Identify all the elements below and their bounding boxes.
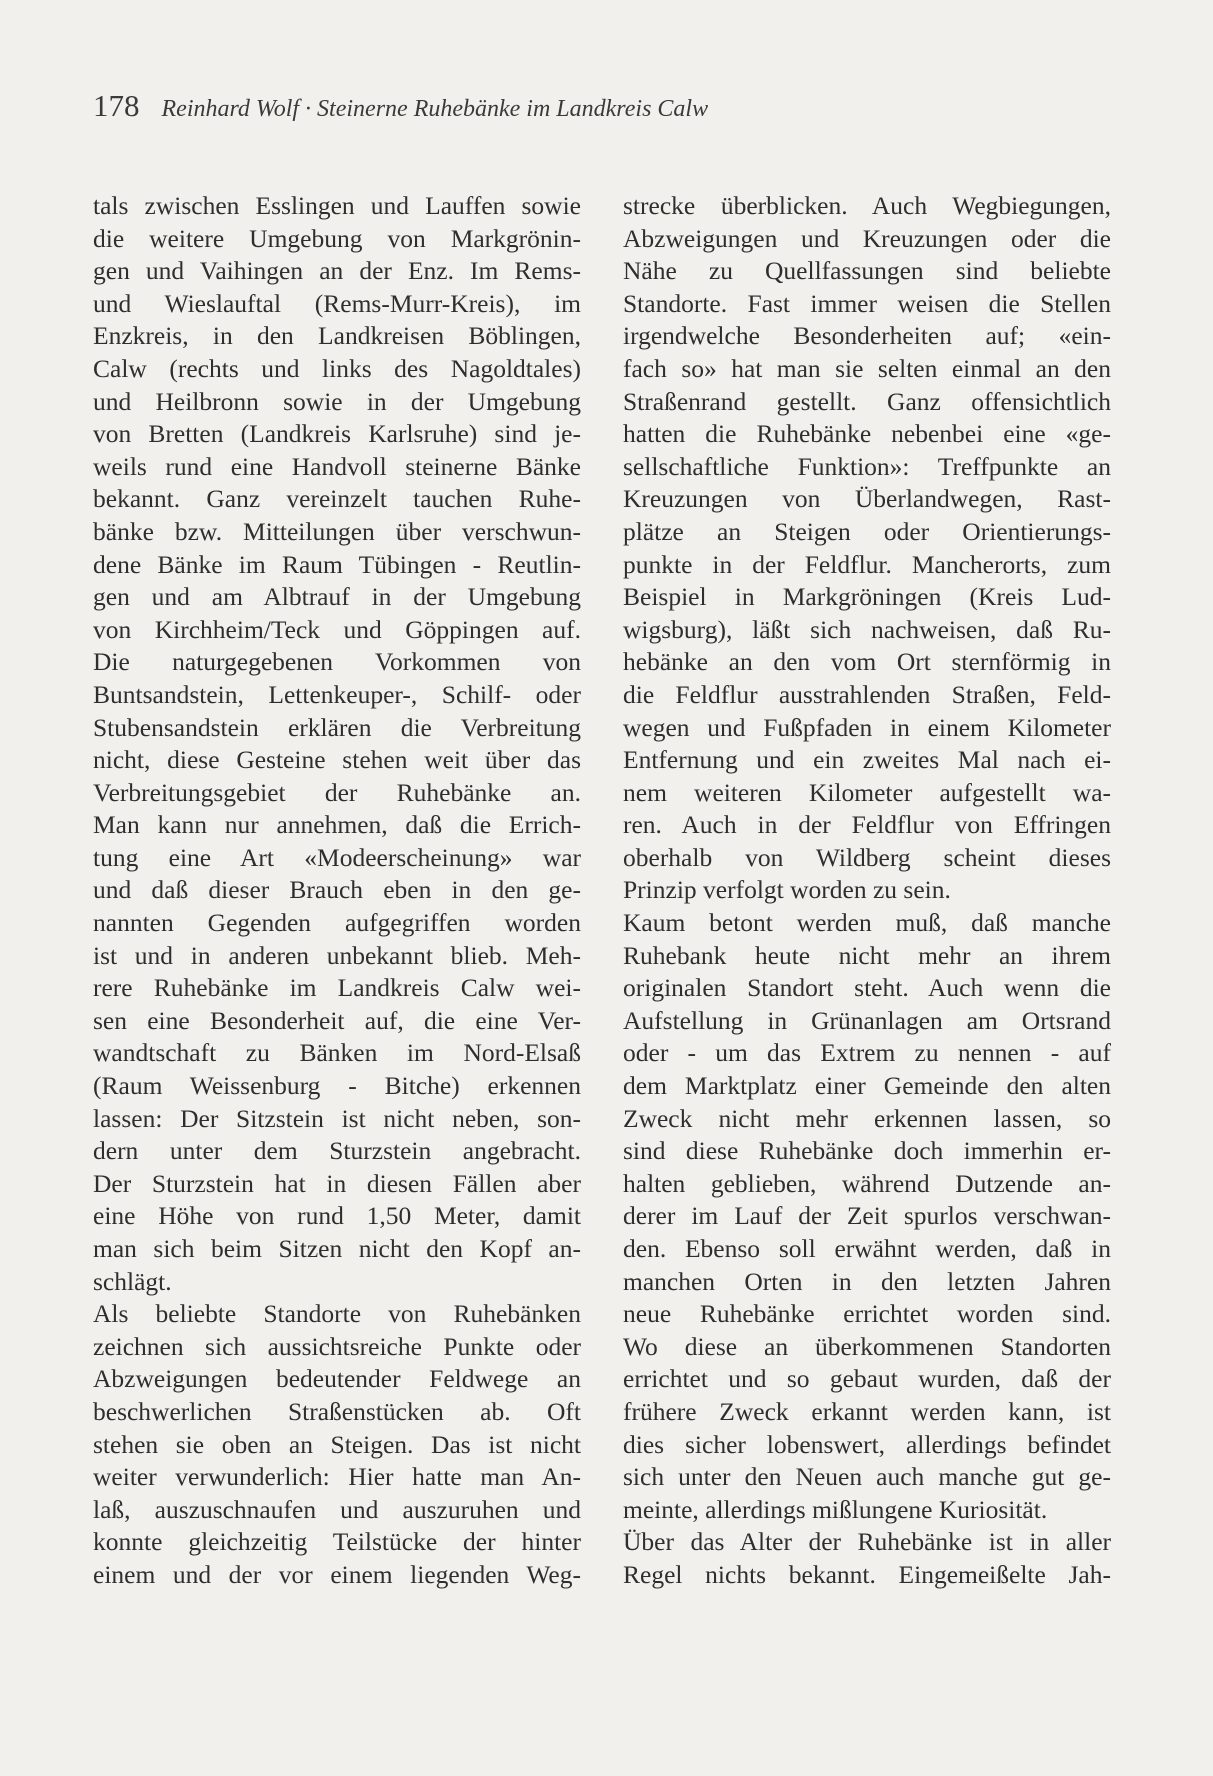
text-line: dem Marktplatz einer Gemeinde den alten — [623, 1071, 1111, 1101]
text-line: ren. Auch in der Feldflur von Effringen — [623, 810, 1111, 840]
text-line: frühere Zweck erkannt werden kann, ist — [623, 1396, 1111, 1426]
text-line: plätze an Steigen oder Orientierungs- — [623, 516, 1111, 546]
text-line: Abzweigungen und Kreuzungen oder die — [623, 223, 1111, 253]
text-line: sind diese Ruhebänke doch immerhin er- — [623, 1136, 1111, 1166]
text-line: man sich beim Sitzen nicht den Kopf an- — [93, 1234, 581, 1263]
text-line: die weitere Umgebung von Markgrönin- — [93, 223, 581, 253]
text-line: rere Ruhebänke im Landkreis Calw wei- — [93, 973, 581, 1003]
text-column-left — [93, 190, 581, 1592]
text-line: Über das Alter der Ruhebänke ist in aller — [623, 1527, 1111, 1557]
text-line: bekannt. Ganz vereinzelt tauchen Ruhe- — [93, 484, 581, 514]
text-line: beschwerlichen Straßenstücken ab. Oft — [93, 1396, 581, 1426]
text-line: schlägt. — [93, 1266, 172, 1296]
text-line: (Raum Weissenburg - Bitche) erkennen — [93, 1071, 581, 1101]
text-line: Straßenrand gestellt. Ganz offensichtlich — [623, 386, 1111, 416]
text-line: tung eine Art «Modeerscheinung» war — [93, 842, 581, 872]
text-line: laß, auszuschnaufen und auszuruhen und — [93, 1494, 581, 1524]
text-line: strecke überblicken. Auch Wegbiegungen, — [623, 191, 1111, 220]
text-line: sich unter den Neuen auch manche gut ge- — [623, 1462, 1111, 1492]
text-line: wigsburg), läßt sich nachweisen, daß Ru- — [623, 614, 1111, 644]
text-line: gen und Vaihingen an der Enz. Im Rems- — [93, 256, 581, 286]
text-line: Standorte. Fast immer weisen die Stellen — [623, 288, 1111, 318]
text-line: zeichnen sich aussichtsreiche Punkte oder — [93, 1331, 581, 1361]
text-line: Aufstellung in Grünanlagen am Ortsrand — [623, 1005, 1111, 1035]
running-title: Reinhard Wolf · Steinerne Ruhebänke im Landkreis Calw — [161, 96, 709, 122]
text-line: und Heilbronn sowie in der Umgebung — [93, 386, 581, 416]
text-line: oberhalb von Wildberg scheint dieses — [623, 842, 1111, 872]
text-line: derer im Lauf der Zeit spurlos verschwan- — [623, 1201, 1111, 1231]
text-line: und Wieslauftal (Rems-Murr-Kreis), im — [93, 288, 581, 318]
text-line: wandtschaft zu Bänken im Nord-Elsaß — [93, 1038, 581, 1068]
text-line: fach so» hat man sie selten einmal an den — [623, 353, 1111, 383]
text-line: weiter verwunderlich: Hier hatte man An- — [93, 1462, 581, 1492]
text-line: Prinzip verfolgt worden zu sein. — [623, 875, 951, 905]
text-line: hatten die Ruhebänke nebenbei eine «ge- — [623, 419, 1111, 449]
text-line: Wo diese an überkommenen Standorten — [623, 1331, 1111, 1361]
text-line: wegen und Fußpfaden in einem Kilometer — [623, 712, 1111, 742]
text-line: den. Ebenso soll erwähnt werden, daß in — [623, 1234, 1111, 1263]
text-line: stehen sie oben an Steigen. Das ist nicht — [93, 1429, 581, 1459]
text-line: Beispiel in Markgröningen (Kreis Lud- — [623, 582, 1111, 612]
text-line: Als beliebte Standorte von Ruhebänken — [93, 1299, 581, 1329]
text-line: weils rund eine Handvoll steinerne Bänke — [93, 451, 581, 481]
text-line: Man kann nur annehmen, daß die Errich- — [93, 810, 581, 840]
text-line: Entfernung und ein zweites Mal nach ei- — [623, 745, 1111, 775]
text-line: Kaum betont werden muß, daß manche — [623, 908, 1111, 938]
text-line: nicht, diese Gesteine stehen weit über das — [93, 745, 581, 775]
text-line: oder - um das Extrem zu nennen - auf — [623, 1038, 1111, 1068]
text-line: lassen: Der Sitzstein ist nicht neben, son- — [93, 1103, 581, 1133]
text-line: Enzkreis, in den Landkreisen Böblingen, — [93, 321, 581, 351]
text-line: sen eine Besonderheit auf, die eine Ver- — [93, 1005, 581, 1035]
text-line: die Feldflur ausstrahlenden Straßen, Feld- — [623, 679, 1111, 709]
text-line: von Kirchheim/Teck und Göppingen auf. — [93, 614, 581, 644]
text-line: gen und am Albtrauf in der Umgebung — [93, 582, 581, 612]
text-column-right — [623, 190, 1111, 1592]
text-line: dies sicher lobenswert, allerdings befindet — [623, 1429, 1111, 1459]
text-line: tals zwischen Esslingen und Lauffen sowie — [93, 191, 581, 220]
text-line: nannten Gegenden aufgegriffen worden — [93, 908, 581, 938]
text-line: dern unter dem Sturzstein angebracht. — [93, 1136, 581, 1166]
text-line: eine Höhe von rund 1,50 Meter, damit — [93, 1201, 581, 1231]
text-line: sellschaftliche Funktion»: Treffpunkte an — [623, 451, 1111, 481]
page-header — [93, 88, 708, 128]
text-line: Abzweigungen bedeutender Feldwege an — [93, 1364, 581, 1394]
text-line: irgendwelche Besonderheiten auf; «ein- — [623, 321, 1111, 351]
text-line: Kreuzungen von Überlandwegen, Rast- — [623, 484, 1111, 514]
text-line: Nähe zu Quellfassungen sind beliebte — [623, 256, 1111, 286]
text-line: Regel nichts bekannt. Eingemeißelte Jah- — [623, 1559, 1111, 1589]
text-line: einem und der vor einem liegenden Weg- — [93, 1559, 581, 1589]
text-line: nem weiteren Kilometer aufgestellt wa- — [623, 777, 1111, 807]
text-line: und daß dieser Brauch eben in den ge- — [93, 875, 581, 905]
text-line: Stubensandstein erklären die Verbreitung — [93, 712, 581, 742]
text-line: Die naturgegebenen Vorkommen von — [93, 647, 581, 677]
text-line: dene Bänke im Raum Tübingen - Reutlin- — [93, 549, 581, 579]
text-line: Ruhebank heute nicht mehr an ihrem — [623, 940, 1111, 970]
text-line: konnte gleichzeitig Teilstücke der hinter — [93, 1527, 581, 1557]
text-line: punkte in der Feldflur. Mancherorts, zum — [623, 549, 1111, 579]
text-line: Der Sturzstein hat in diesen Fällen aber — [93, 1168, 581, 1198]
text-line: halten geblieben, während Dutzende an- — [623, 1168, 1111, 1198]
text-line: manchen Orten in den letzten Jahren — [623, 1266, 1111, 1296]
text-line: Buntsandstein, Lettenkeuper-, Schilf- oder — [93, 679, 581, 709]
text-line: von Bretten (Landkreis Karlsruhe) sind je- — [93, 419, 581, 449]
text-line: errichtet und so gebaut wurden, daß der — [623, 1364, 1111, 1394]
text-line: Verbreitungsgebiet der Ruhebänke an. — [93, 777, 581, 807]
text-line: Calw (rechts und links des Nagoldtales) — [93, 353, 581, 383]
text-line: ist und in anderen unbekannt blieb. Meh- — [93, 940, 581, 970]
page-number: 178 — [93, 88, 140, 123]
text-line: hebänke an den vom Ort sternförmig in — [623, 647, 1111, 677]
text-line: neue Ruhebänke errichtet worden sind. — [623, 1299, 1111, 1329]
text-line: meinte, allerdings mißlungene Kuriosität. — [623, 1494, 1048, 1524]
text-line: originalen Standort steht. Auch wenn die — [623, 973, 1111, 1003]
text-line: bänke bzw. Mitteilungen über verschwun- — [93, 516, 581, 546]
text-line: Zweck nicht mehr erkennen lassen, so — [623, 1103, 1111, 1133]
